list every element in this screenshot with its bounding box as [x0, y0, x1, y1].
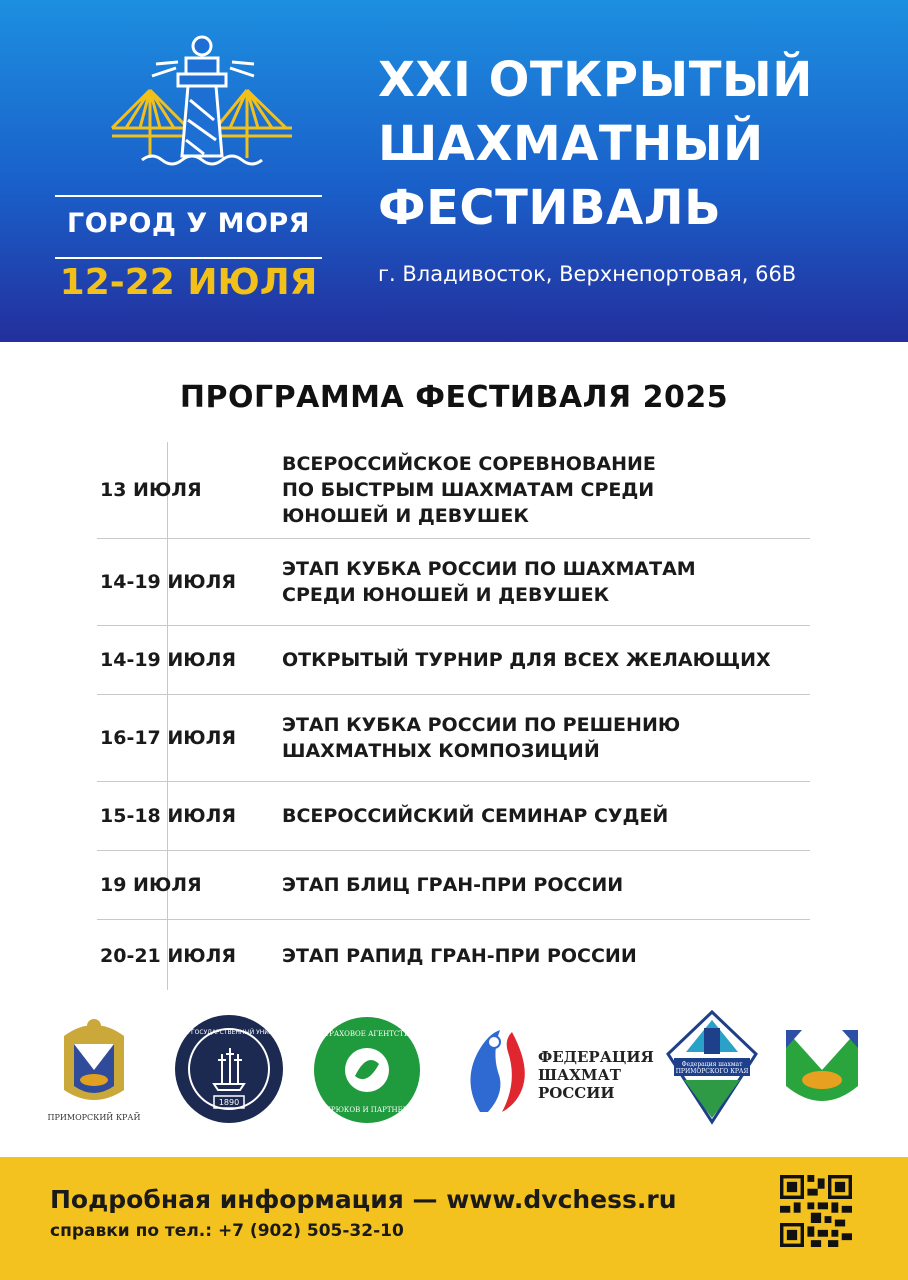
divider-top — [55, 195, 322, 197]
schedule-row — [97, 695, 810, 782]
schedule-event — [282, 782, 810, 850]
contact-phone: справки по тел.: +7 (902) 505-32-10 — [50, 1221, 404, 1241]
primorye-chess-federation-name: Федерация шахмат — [681, 1061, 743, 1068]
russian-chess-federation-logo — [458, 1022, 538, 1118]
more-info-link[interactable]: Подробная информация — www.dvchess.ru — [50, 1185, 677, 1214]
schedule-row — [97, 539, 810, 626]
footer-bar — [0, 1157, 908, 1280]
brand-name: ГОРОД У МОРЯ — [67, 208, 310, 239]
schedule-event — [282, 442, 810, 538]
title-line-1: XXI ОТКРЫТЫЙ — [378, 52, 813, 108]
schedule-date: 14-19 ИЮЛЯ — [100, 649, 236, 671]
insurance-agency-sub: БИРЮКОВ И ПАРТНЕРЫ — [319, 1106, 415, 1114]
title-line-3: ФЕСТИВАЛЬ — [378, 180, 722, 236]
schedule-table — [97, 442, 810, 992]
venue-address: г. Владивосток, Верхнепортовая, 66В — [378, 262, 797, 286]
schedule-event — [282, 539, 810, 625]
qr-code-icon — [780, 1175, 852, 1247]
federation-line-2: ШАХМАТ — [538, 1066, 621, 1084]
insurance-agency-name: СТРАХОВОЕ АГЕНТСТВО — [319, 1030, 415, 1038]
maritime-university-year: 1890 — [218, 1098, 240, 1107]
schedule-row — [97, 442, 810, 539]
schedule-row — [97, 851, 810, 920]
schedule-date: 19 ИЮЛЯ — [100, 874, 202, 896]
schedule-event-text: ВСЕРОССИЙСКОЕ СОРЕВНОВАНИЕ ПО БЫСТРЫМ ШАХМАТАМ СРЕДИ ЮНОШЕЙ И ДЕВУШЕК — [282, 453, 656, 527]
schedule-event-text: ЭТАП КУБКА РОССИИ ПО ШАХМАТАМ СРЕДИ ЮНОШЕЙ И ДЕВУШЕК — [282, 558, 696, 606]
schedule-event — [282, 695, 810, 781]
schedule-event-text: ЭТАП РАПИД ГРАН-ПРИ РОССИИ — [282, 945, 637, 967]
primorye-crest-caption: ПРИМОРСКИЙ КРАЙ — [47, 1113, 141, 1122]
schedule-row — [97, 626, 810, 695]
schedule-row — [97, 920, 810, 992]
schedule-date: 14-19 ИЮЛЯ — [100, 571, 236, 593]
maritime-university-name: МОРСКОЙ ГОСУДАРСТВЕННЫЙ УНИВЕРСИТЕТ — [157, 1029, 301, 1036]
federation-line-1: ФЕДЕРАЦИЯ — [538, 1048, 654, 1066]
schedule-event — [282, 920, 810, 992]
primorye-chess-federation-logo — [666, 1010, 758, 1124]
primorye-shield-logo — [782, 1026, 862, 1118]
schedule-date: 13 ИЮЛЯ — [100, 479, 202, 501]
lighthouse-bridge-icon — [112, 28, 292, 168]
primorye-chess-federation-sub: ПРИМОРСКОГО КРАЯ — [675, 1068, 749, 1075]
program-title: ПРОГРАММА ФЕСТИВАЛЯ 2025 — [179, 380, 729, 415]
schedule-event-text: ОТКРЫТЫЙ ТУРНИР ДЛЯ ВСЕХ ЖЕЛАЮЩИХ — [282, 649, 771, 671]
schedule-event — [282, 851, 810, 919]
russian-chess-federation-text — [538, 1048, 654, 1102]
partner-logos — [0, 1008, 908, 1128]
schedule-row — [97, 782, 810, 851]
schedule-date: 15-18 ИЮЛЯ — [100, 805, 236, 827]
primorye-crest-logo — [46, 1014, 142, 1124]
festival-title — [378, 48, 898, 240]
festival-dates: 12-22 ИЮЛЯ — [59, 262, 318, 303]
schedule-event-text: ВСЕРОССИЙСКИЙ СЕМИНАР СУДЕЙ — [282, 805, 669, 827]
schedule-event — [282, 626, 810, 694]
schedule-date: 20-21 ИЮЛЯ — [100, 945, 236, 967]
header-banner — [0, 0, 908, 342]
divider-bottom — [55, 257, 322, 259]
federation-line-3: РОССИИ — [538, 1084, 615, 1102]
schedule-date: 16-17 ИЮЛЯ — [100, 727, 236, 749]
title-line-2: ШАХМАТНЫЙ — [378, 116, 764, 172]
schedule-event-text: ЭТАП КУБКА РОССИИ ПО РЕШЕНИЮ ШАХМАТНЫХ КОМПОЗИЦИЙ — [282, 714, 681, 762]
insurance-agency-logo — [313, 1016, 421, 1124]
maritime-university-logo — [157, 1014, 301, 1124]
schedule-event-text: ЭТАП БЛИЦ ГРАН-ПРИ РОССИИ — [282, 874, 624, 896]
